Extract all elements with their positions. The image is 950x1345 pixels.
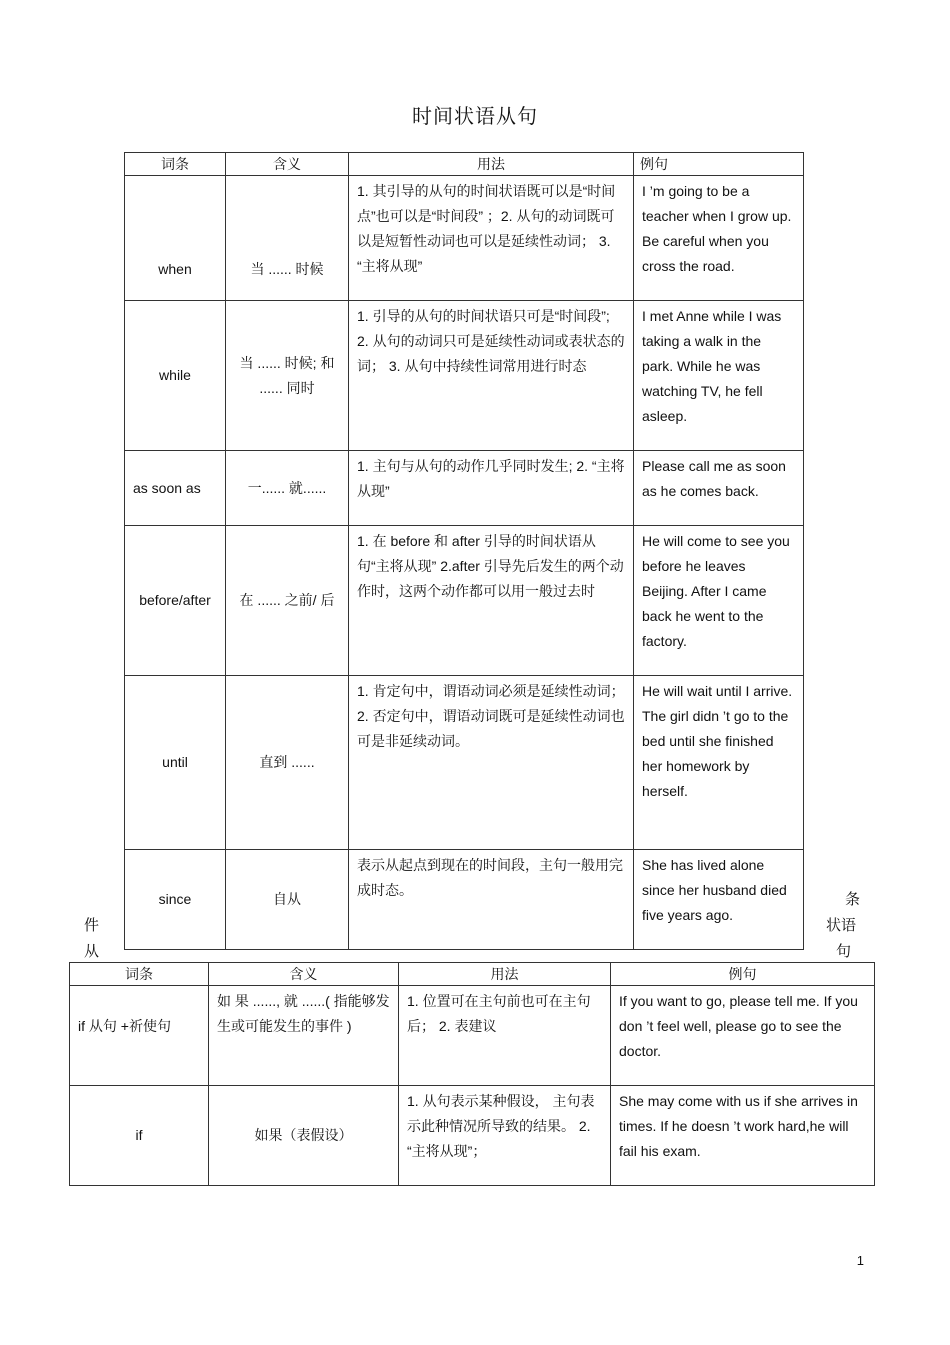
cell-example: If you want to go, please tell me. If you don ’t feel well, please go to see the doctor. bbox=[611, 986, 875, 1086]
cell-example: I ’m going to be a teacher when I grow up. Be careful when you cross the road. bbox=[634, 176, 804, 301]
cell-meaning: 一...... 就...... bbox=[226, 451, 349, 526]
cell-usage: 1. 肯定句中，谓语动词必须是延续性动词； 2. 否定句中，谓语动词既可是延续性动词也可是非延续动词。 bbox=[349, 676, 634, 850]
header-term: 词条 bbox=[125, 153, 226, 176]
header-usage: 用法 bbox=[399, 963, 611, 986]
cell-usage: 1. 从句表示某种假设， 主句表示此种情况所导致的结果。 2. “主将从现”； bbox=[399, 1086, 611, 1186]
header-example: 例句 bbox=[611, 963, 875, 986]
cell-term: if 从句 +祈使句 bbox=[70, 986, 209, 1086]
header-term: 词条 bbox=[70, 963, 209, 986]
header-usage: 用法 bbox=[349, 153, 634, 176]
cell-usage: 表示从起点到现在的时间段，主句一般用完成时态。 bbox=[349, 850, 634, 950]
section-title-fragment: 从 bbox=[84, 942, 100, 960]
cell-term: as soon as bbox=[125, 451, 226, 526]
table-row bbox=[125, 850, 804, 950]
table-row bbox=[125, 301, 804, 451]
cell-meaning: 如 果 ......, 就 ......( 指能够发生或可能发生的事件 ) bbox=[209, 986, 399, 1086]
cell-term: since bbox=[125, 850, 226, 950]
section-title-fragment: 状语 bbox=[826, 916, 857, 934]
section-title-fragment: 句 bbox=[836, 942, 852, 960]
cell-example: I met Anne while I was taking a walk in the park. While he was watching TV, he fell asleep. bbox=[634, 301, 804, 451]
page-title: 时间状语从句 bbox=[412, 104, 538, 128]
cell-meaning: 当 ...... 时候; 和 ...... 同时 bbox=[226, 301, 349, 451]
cell-example: He will come to see you before he leaves Beijing. After I came back he went to the factory. bbox=[634, 526, 804, 676]
cell-usage: 1. 引导的从句的时间状语只可是“时间段”; 2. 从句的动词只可是延续性动词或表状态的词； 3. 从句中持续性词常用进行时态 bbox=[349, 301, 634, 451]
cell-usage: 1. 位置可在主句前也可在主句后； 2. 表建议 bbox=[399, 986, 611, 1086]
cell-example: She has lived alone since her husband died five years ago. bbox=[634, 850, 804, 950]
page-number: 1 bbox=[856, 1253, 864, 1268]
cell-meaning: 如果（表假设） bbox=[209, 1086, 399, 1186]
table-row bbox=[125, 176, 804, 301]
cell-usage: 1. 在 before 和 after 引导的时间状语从句“主将从现” 2.after 引导先后发生的两个动作时，这两个动作都可以用一般过去时 bbox=[349, 526, 634, 676]
cell-meaning: 当 ...... 时候 bbox=[226, 176, 349, 301]
header-example: 例句 bbox=[634, 153, 804, 176]
cell-usage: 1. 主句与从句的动作几乎同时发生; 2. “主将从现” bbox=[349, 451, 634, 526]
cell-term: until bbox=[125, 676, 226, 850]
table-row bbox=[70, 1086, 875, 1186]
cell-term: before/after bbox=[125, 526, 226, 676]
cell-term: while bbox=[125, 301, 226, 451]
table-row bbox=[125, 676, 804, 850]
cell-meaning: 自从 bbox=[226, 850, 349, 950]
table-row bbox=[125, 451, 804, 526]
section-title-fragment: 条 bbox=[845, 890, 861, 908]
cell-meaning: 直到 ...... bbox=[226, 676, 349, 850]
cell-example: He will wait until I arrive. The girl didn ’t go to the bed until she finished her homework by herself. bbox=[634, 676, 804, 850]
section-title-fragment: 件 bbox=[84, 916, 100, 934]
cell-example: Please call me as soon as he comes back. bbox=[634, 451, 804, 526]
table-row bbox=[125, 526, 804, 676]
header-meaning: 含义 bbox=[209, 963, 399, 986]
table-row bbox=[70, 986, 875, 1086]
time-clause-table bbox=[124, 152, 804, 950]
cell-term: when bbox=[125, 176, 226, 301]
table-header-row bbox=[125, 153, 804, 176]
header-meaning: 含义 bbox=[226, 153, 349, 176]
cell-usage: 1. 其引导的从句的时间状语既可以是“时间点”也可以是“时间段” ；2. 从句的动词既可以是短暂性动词也可以是延续性动词； 3. “主将从现” bbox=[349, 176, 634, 301]
cell-term: if bbox=[70, 1086, 209, 1186]
conditional-clause-table bbox=[69, 962, 875, 1186]
table-header-row bbox=[70, 963, 875, 986]
cell-meaning: 在 ...... 之前/ 后 bbox=[226, 526, 349, 676]
cell-example: She may come with us if she arrives in times. If he doesn ’t work hard,he will fail his exam. bbox=[611, 1086, 875, 1186]
